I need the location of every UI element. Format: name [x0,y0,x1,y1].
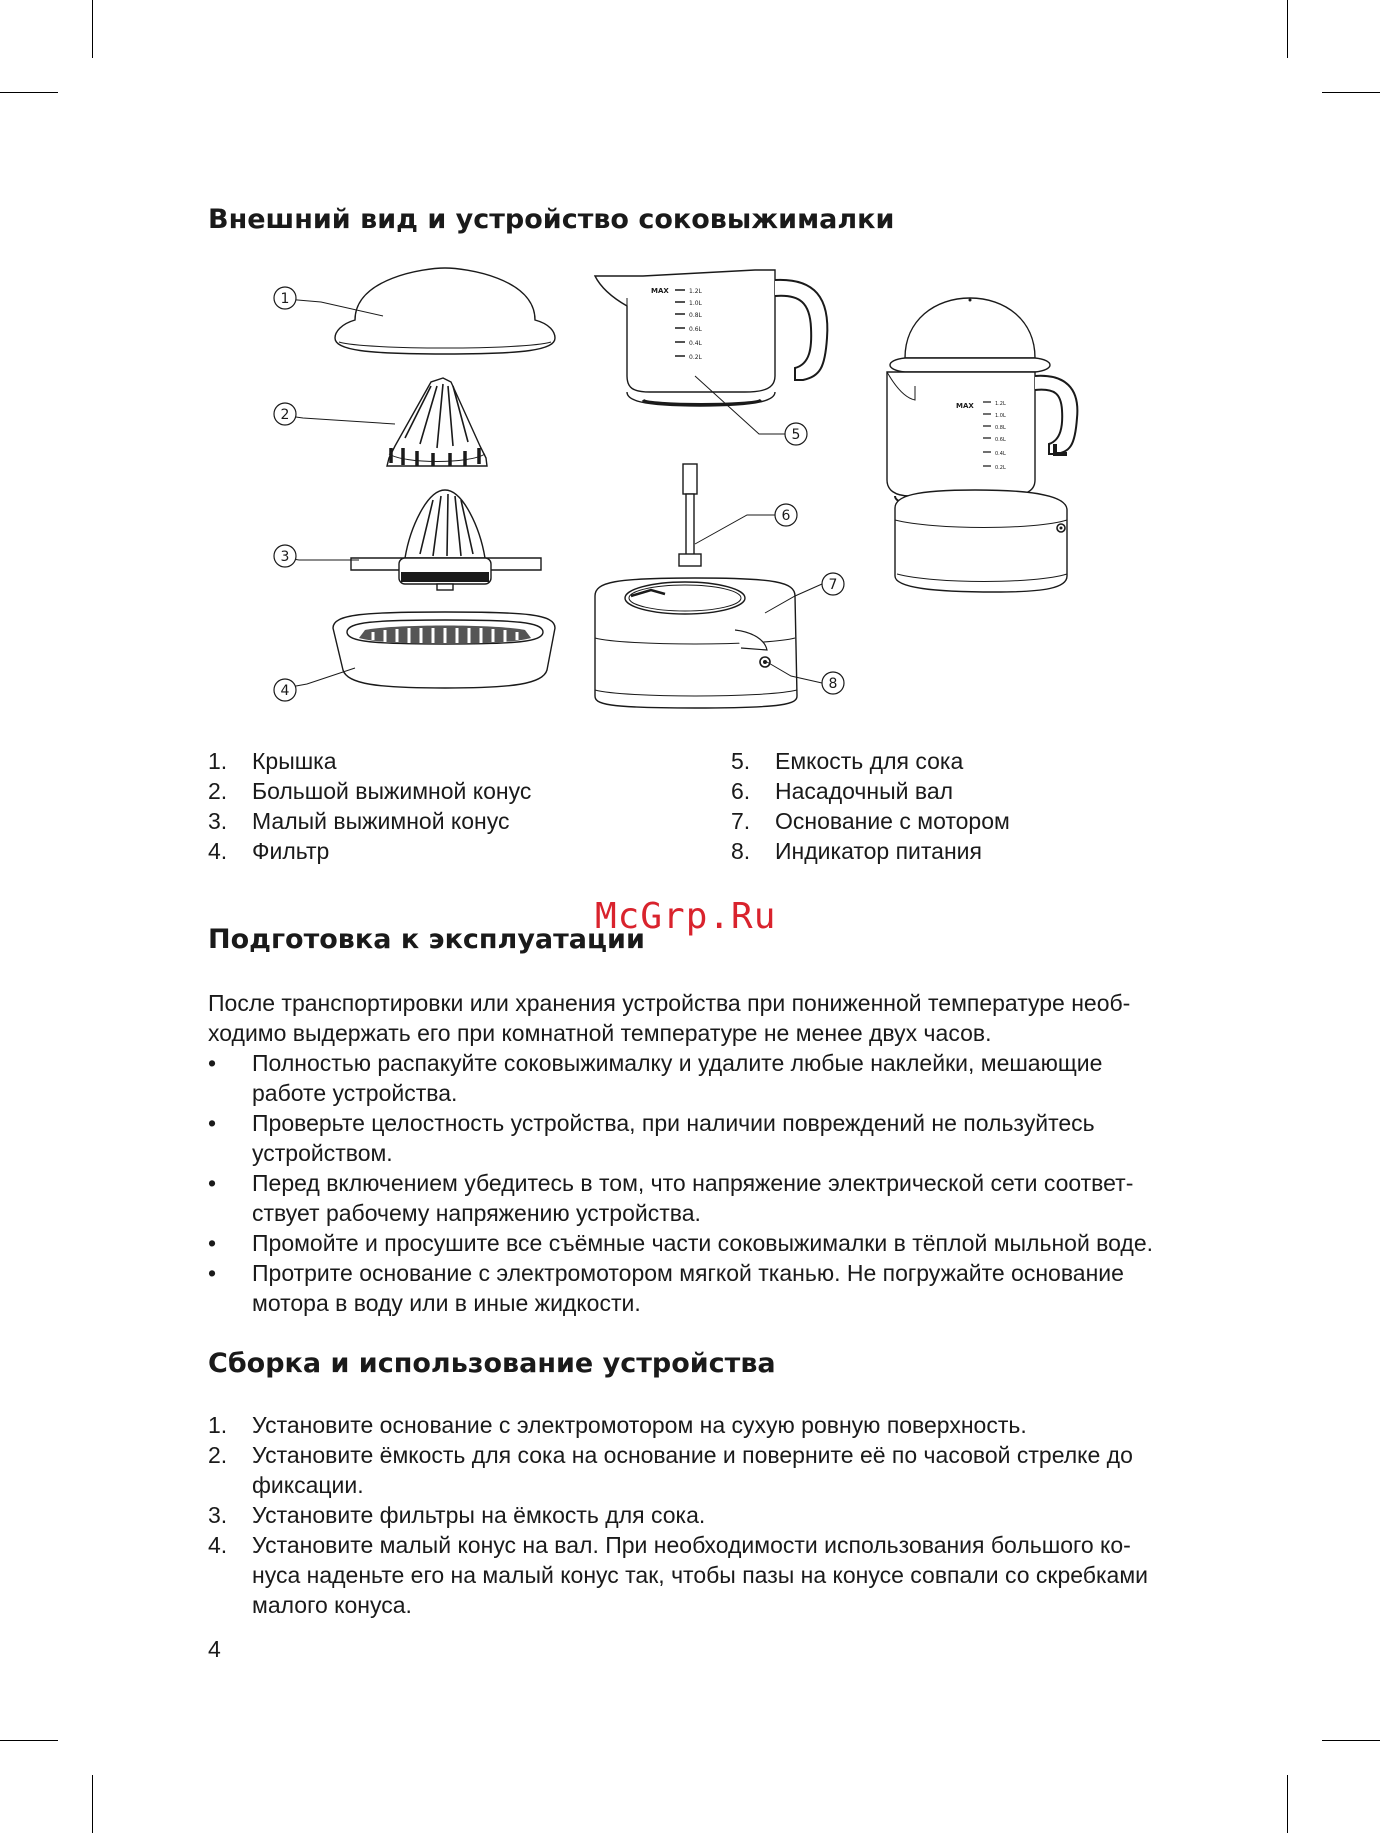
text-line: нуса наденьте его на малый конус так, чтобы пазы на конусе совпали со скребками [252,1562,1148,1588]
list-item [208,836,531,866]
item-label: Фильтр [252,838,330,864]
item-number: 3. [208,808,228,834]
bullet: • [208,1050,217,1076]
item-number: 1. [208,748,228,774]
list-item [208,1228,1208,1258]
text-line: ствует рабочему напряжению устройства. [252,1200,701,1226]
preparation-intro [208,988,1208,1048]
jug-scale-mark: 1.0L [995,413,1006,419]
list-item [208,1048,1208,1108]
jug-scale-max: MAX [956,402,974,410]
section-title-preparation: Подготовка к эксплуатации [208,924,645,955]
item-label: Емкость для сока [775,748,964,774]
jug-scale-mark: 0.4L [689,340,702,347]
lid-drawing [335,268,555,354]
item-number: 2. [208,1442,228,1468]
list-item [208,1168,1208,1228]
bullet: • [208,1110,217,1136]
crop-mark [1322,92,1380,93]
list-item [208,1108,1208,1168]
text-line: Протрите основание с электромотором мягкой тканью. Не погружайте основание [252,1260,1124,1286]
crop-mark [92,0,93,58]
crop-mark [92,1775,93,1833]
crop-mark [0,1740,58,1741]
crop-mark [1322,1740,1380,1741]
assembly-steps-list [208,1410,1218,1620]
parts-list-right [731,746,1010,866]
jug-scale-max: MAX [651,287,669,295]
preparation-bullet-list [208,1048,1208,1318]
text-line: фиксации. [252,1472,364,1498]
text-line: ходимо выдержать его при комнатной температуре не менее двух часов. [208,1020,992,1046]
jug-scale-mark: 0.4L [995,451,1006,457]
callout-label-1: 1 [280,291,290,307]
jug-scale-mark: 0.8L [689,312,702,319]
jug-scale-mark: 1.0L [689,300,702,307]
text-line: Установите основание с электромотором на сухую ровную поверхность. [252,1412,1027,1438]
item-label: Малый выжимной конус [252,808,510,834]
text-line: Установите фильтры на ёмкость для сока. [252,1502,706,1528]
large-cone-drawing [387,378,487,466]
list-item [208,746,531,776]
crop-mark [1287,1775,1288,1833]
juicer-diagram [255,258,1155,728]
text-line: устройством. [252,1140,393,1166]
list-item [208,1500,1218,1530]
item-number: 8. [731,838,751,864]
jug-scale-mark: 0.2L [689,354,702,361]
text-line: малого конуса. [252,1592,412,1618]
item-number: 6. [731,778,751,804]
motor-base-drawing [595,578,797,708]
jug-scale-mark: 0.6L [995,437,1006,443]
item-number: 4. [208,838,228,864]
text-line: Проверьте целостность устройства, при наличии повреждений не пользуйтесь [252,1110,1095,1136]
bullet: • [208,1230,217,1256]
item-number: 1. [208,1412,228,1438]
callout-label-5: 5 [791,427,801,443]
item-number: 2. [208,778,228,804]
jug-scale-mark: 0.8L [995,425,1006,431]
section-title-appearance: Внешний вид и устройство соковыжималки [208,204,895,235]
item-label: Основание с мотором [775,808,1010,834]
callout-label-2: 2 [280,407,290,423]
callout-label-6: 6 [781,508,791,524]
item-label: Насадочный вал [775,778,954,804]
callout-label-7: 7 [828,577,838,593]
item-number: 4. [208,1532,228,1558]
bullet: • [208,1170,217,1196]
item-label: Индикатор питания [775,838,982,864]
item-label: Крышка [252,748,337,774]
list-item [208,1410,1218,1440]
text-line: Перед включением убедитесь в том, что напряжение электрической сети соответ- [252,1170,1134,1196]
list-item [731,776,1010,806]
item-label: Большой выжимной конус [252,778,532,804]
juice-jug-drawing [595,270,827,406]
page-number: 4 [208,1636,221,1662]
list-item [208,776,531,806]
item-number: 7. [731,808,751,834]
text-line: Промойте и просушите все съёмные части соковыжималки в тёплой мыльной воде. [252,1230,1154,1256]
filter-drawing [333,612,555,688]
list-item [208,1440,1218,1500]
item-number: 3. [208,1502,228,1528]
jug-scale-mark: 0.6L [689,326,702,333]
small-cone-drawing [351,490,541,590]
jug-scale-mark: 1.2L [995,401,1006,407]
assembled-juicer-drawing [887,298,1077,592]
jug-scale-mark: 1.2L [689,288,702,295]
text-line: После транспортировки или хранения устройства при пониженной температуре необ- [208,990,1131,1016]
callout-label-3: 3 [280,549,290,565]
text-line: Полностью распакуйте соковыжималку и удалите любые наклейки, мешающие [252,1050,1103,1076]
crop-mark [1287,0,1288,58]
jug-scale-mark: 0.2L [995,465,1006,471]
drive-shaft-drawing [679,464,701,566]
crop-mark [0,92,58,93]
watermark: McGrp.Ru [595,896,777,937]
callout-label-4: 4 [280,683,290,699]
text-line: Установите малый конус на вал. При необходимости использования большого ко- [252,1532,1131,1558]
callout-label-8: 8 [828,676,838,692]
list-item [731,746,1010,776]
text-line: Установите ёмкость для сока на основание и поверните её по часовой стрелке до [252,1442,1133,1468]
list-item [208,806,531,836]
text-line: работе устройства. [252,1080,458,1106]
list-item [208,1530,1218,1620]
text-line: мотора в воду или в иные жидкости. [252,1290,641,1316]
list-item [731,806,1010,836]
parts-list-left [208,746,531,866]
list-item [731,836,1010,866]
bullet: • [208,1260,217,1286]
item-number: 5. [731,748,751,774]
section-title-assembly: Сборка и использование устройства [208,1348,776,1379]
list-item [208,1258,1208,1318]
